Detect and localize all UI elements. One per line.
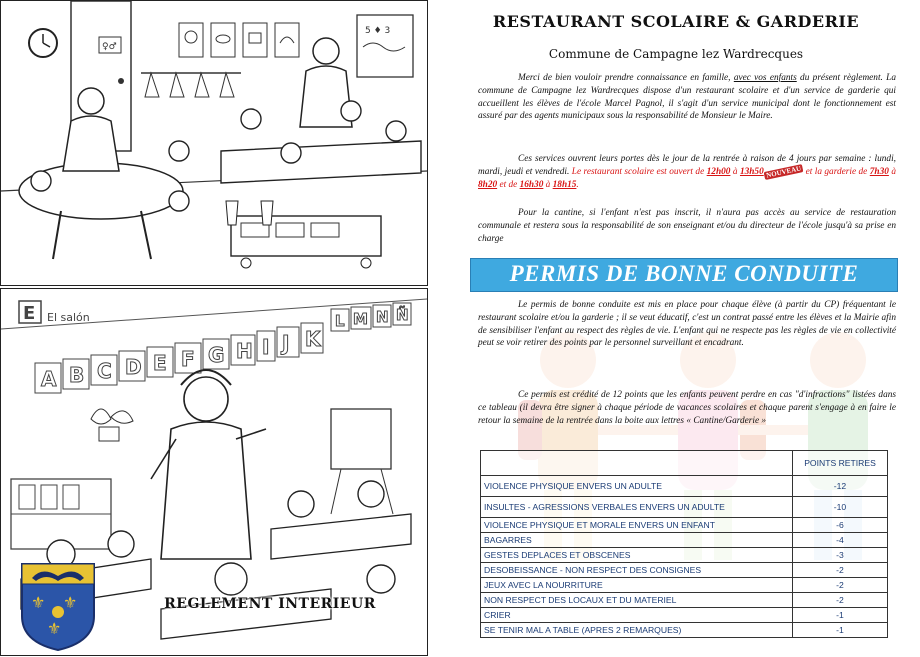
left-column bbox=[0, 0, 428, 656]
intro-paragraph-3 bbox=[478, 207, 896, 245]
intro-p3-text: Pour la cantine, si l'enfant n'est pas inscrit, il n'aura pas accès au service de restauration communale et restera sous la responsabilité de son enseignant et/ou du directeur de l'école jusqu'à sa prise en charge bbox=[478, 208, 896, 244]
lunch-end-time: 13h50 bbox=[739, 166, 764, 177]
morning-start-time: 7h30 bbox=[869, 166, 889, 177]
infraction-cell: DESOBEISSANCE - NON RESPECT DES CONSIGNES bbox=[481, 563, 793, 578]
table-row bbox=[481, 518, 888, 533]
letter-j: J bbox=[282, 331, 290, 355]
municipal-crest bbox=[18, 560, 98, 652]
right-column bbox=[438, 0, 914, 656]
letter-e: E bbox=[153, 351, 167, 375]
svg-text:⚜: ⚜ bbox=[31, 593, 46, 612]
intro-p2-red-d: à bbox=[888, 166, 896, 177]
points-cell: -1 bbox=[793, 608, 888, 623]
evening-end-time: 18h15 bbox=[552, 179, 577, 190]
evening-start-time: 16h30 bbox=[519, 179, 544, 190]
table-row bbox=[481, 497, 888, 518]
table-row bbox=[481, 608, 888, 623]
lunch-start-time: 12h00 bbox=[706, 166, 731, 177]
intro-p2-red-e: et de bbox=[497, 179, 520, 190]
letter-k: K bbox=[305, 327, 321, 351]
points-cell: -2 bbox=[793, 578, 888, 593]
permis-banner-title: PERMIS DE BONNE CONDUITE bbox=[509, 261, 859, 286]
intro-p2-red-g: . bbox=[576, 179, 579, 190]
letter-i: I bbox=[262, 335, 270, 359]
infraction-cell: GESTES DEPLACES ET OBSCENES bbox=[481, 548, 793, 563]
table-header-row bbox=[481, 451, 888, 476]
svg-text:E: E bbox=[23, 303, 36, 324]
letter-f: F bbox=[181, 347, 195, 371]
points-cell: -1 bbox=[793, 623, 888, 638]
infraction-cell: NON RESPECT DES LOCAUX ET DU MATERIEL bbox=[481, 593, 793, 608]
svg-text:5 ♦ 3: 5 ♦ 3 bbox=[365, 26, 391, 36]
intro-p2-red-f: à bbox=[543, 179, 553, 190]
letter-h: H bbox=[236, 339, 253, 363]
intro-p1-underline: avec vos enfants bbox=[733, 73, 797, 83]
intro-paragraph-1 bbox=[478, 72, 896, 123]
permis-banner bbox=[470, 258, 898, 292]
letter-n-tilde: Ñ bbox=[396, 306, 409, 324]
points-cell: -2 bbox=[793, 593, 888, 608]
letter-b: B bbox=[69, 363, 85, 387]
letter-a: A bbox=[41, 367, 57, 391]
svg-text:⚜: ⚜ bbox=[63, 593, 78, 612]
table-row bbox=[481, 593, 888, 608]
points-cell: -6 bbox=[793, 518, 888, 533]
points-cell: -10 bbox=[793, 497, 888, 518]
svg-text:♀♂: ♀♂ bbox=[102, 42, 117, 52]
infraction-cell: JEUX AVEC LA NOURRITURE bbox=[481, 578, 793, 593]
infraction-cell: BAGARRES bbox=[481, 533, 793, 548]
intro-p2-text: Ces services ouvrent leurs portes dès le jour de la rentrée à raison de 4 jours par semaine : lundi, mardi, jeudi et vendredi. bbox=[478, 154, 896, 177]
intro-p2-red-c: et la garderie de bbox=[803, 166, 870, 177]
table-row bbox=[481, 578, 888, 593]
letter-d: D bbox=[125, 355, 142, 379]
points-cell: -2 bbox=[793, 563, 888, 578]
table-row bbox=[481, 563, 888, 578]
letter-n: N bbox=[376, 308, 389, 326]
document-subtitle: Commune de Campagne lez Wardrecques bbox=[548, 47, 804, 61]
permis-p4-text: Le permis de bonne conduite est mis en place pour chaque élève (à partir du CP) fréquentant le restaurant scolaire et/ou la garderie ; il se veut éducatif, c'est un contrat passé entre les élèves et la Mairie afin de sensibiliser l'enfant au respect des règles de vie. L'enfant qui ne respecte pas les règles de vie en collectivité peut se voir retirer des points par le personnel surveillant et encadrant. bbox=[478, 300, 896, 349]
letter-c: C bbox=[97, 359, 112, 383]
table-row bbox=[481, 548, 888, 563]
table-row bbox=[481, 623, 888, 638]
infraction-cell: SE TENIR MAL A TABLE (APRES 2 REMARQUES) bbox=[481, 623, 793, 638]
permis-paragraph-1 bbox=[478, 299, 896, 350]
intro-paragraph-2 bbox=[478, 153, 896, 191]
document-title: RESTAURANT SCOLAIRE & GARDERIE bbox=[492, 12, 860, 31]
canteen-illustration bbox=[0, 0, 428, 286]
letter-g: G bbox=[208, 343, 225, 367]
letter-l: L bbox=[335, 312, 345, 330]
intro-p2-red-a: Le restaurant scolaire est ouvert de bbox=[571, 166, 707, 177]
permis-paragraph-2 bbox=[478, 389, 896, 427]
alphabet-banner bbox=[35, 303, 411, 393]
intro-p1-text-a: Merci de bien vouloir prendre connaissance en famille, bbox=[518, 73, 734, 83]
points-cell: -4 bbox=[793, 533, 888, 548]
points-table bbox=[480, 450, 888, 638]
table-row bbox=[481, 476, 888, 497]
permis-p5-text: Ce permis est crédité de 12 points que les enfants peuvent perdre en cas "d'infractions" listées dans ce tableau (il devra être signer à chaque période de vacances scolaires et chaque parent s'engage à en faire le retour la semaine de la rentrée dans la boite aux lettres « Cantine/Garderie » bbox=[478, 390, 896, 426]
points-cell: -3 bbox=[793, 548, 888, 563]
table-row bbox=[481, 533, 888, 548]
morning-end-time: 8h20 bbox=[478, 179, 498, 190]
nouveau-stamp: NOUVEAU bbox=[765, 164, 802, 180]
intro-p1-text-b: du présent règlement. La commune de Campagne lez Wardrecques dispose d'un restaurant scolaire et d'un service de garderie qui accueillent les élèves de l'école Marcel Pagnol, il s'agit d'un service municipal dont le fonctionnement est assuré par des agents municipaux sous la responsabilité de Monsieur le Maire. bbox=[478, 73, 896, 122]
header-points: POINTS RETIRES bbox=[793, 451, 888, 476]
infraction-cell: VIOLENCE PHYSIQUE ENVERS UN ADULTE bbox=[481, 476, 793, 497]
footer-title: REGLEMENT INTERIEUR bbox=[164, 596, 376, 612]
svg-text:⚜: ⚜ bbox=[47, 619, 62, 638]
infraction-cell: VIOLENCE PHYSIQUE ET MORALE ENVERS UN ENFANT bbox=[481, 518, 793, 533]
letter-m: M bbox=[353, 310, 368, 328]
header-infraction bbox=[481, 451, 793, 476]
points-cell: -12 bbox=[793, 476, 888, 497]
illustration-label: El salón bbox=[47, 311, 90, 324]
infraction-cell: INSULTES - AGRESSIONS VERBALES ENVERS UN ADULTE bbox=[481, 497, 793, 518]
intro-p2-red-b: à bbox=[730, 166, 740, 177]
infraction-cell: CRIER bbox=[481, 608, 793, 623]
